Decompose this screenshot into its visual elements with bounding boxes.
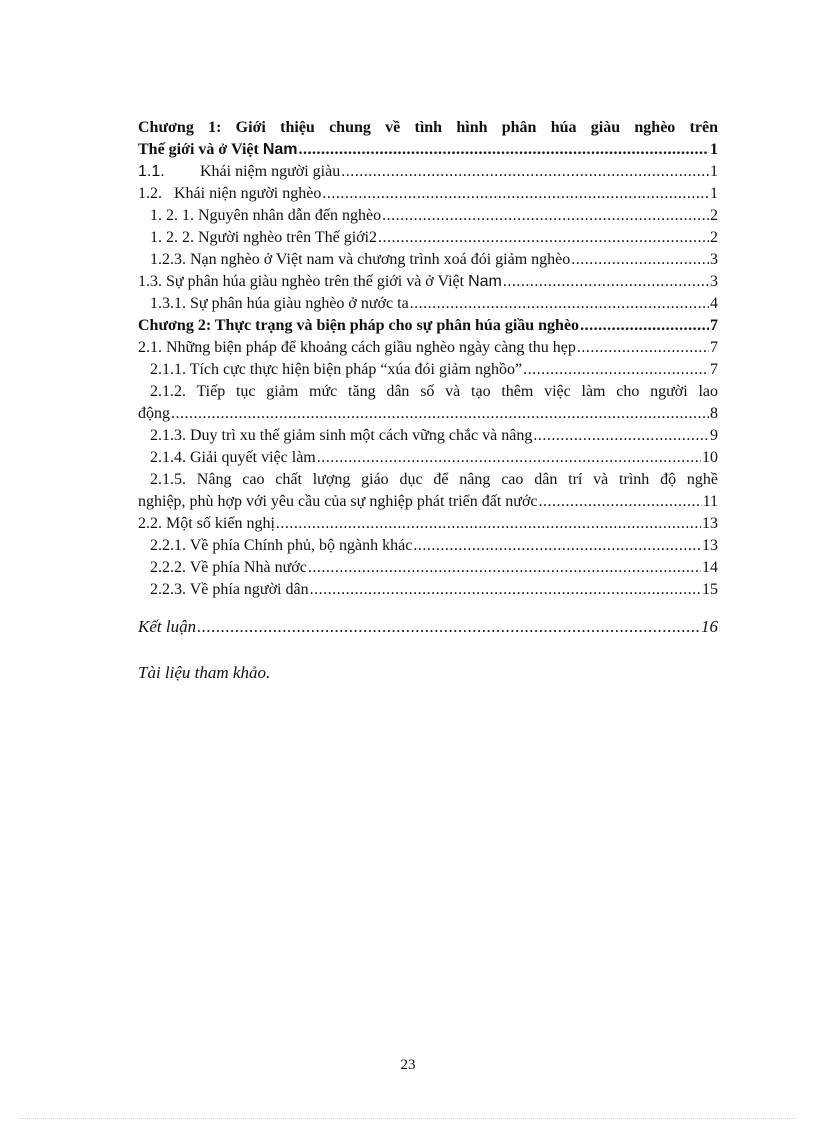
toc-entry-1-1 xyxy=(138,161,718,183)
toc-entry-1-2-2 xyxy=(138,227,718,249)
toc-entry-1-3-1 xyxy=(138,293,718,315)
toc-page-number: 4 xyxy=(710,295,718,312)
toc-entry-text: 1. 2. 2. Người nghèo trên Thế giới2 xyxy=(150,229,378,246)
toc-page-number: 13 xyxy=(702,515,718,532)
toc-entry-chapter-2 xyxy=(138,315,718,337)
leader-dots xyxy=(539,491,702,513)
toc-entry-text: Khái niệm người giàu xyxy=(200,163,341,180)
page-border-dotted xyxy=(20,1118,796,1119)
toc-entry-text: 2.2.1. Về phía Chính phủ, bộ ngành khác xyxy=(150,537,413,554)
toc-page-number: 1 xyxy=(710,141,718,158)
leader-dots xyxy=(197,615,700,639)
toc-entry-1-3 xyxy=(138,271,718,293)
toc-entry-chapter-1 xyxy=(138,117,718,161)
toc-page-number: 14 xyxy=(702,559,718,576)
leader-dots xyxy=(322,183,709,205)
toc-entry-text: Chương 2: Thực trạng và biện pháp cho sự phân húa giầu nghèo xyxy=(138,317,580,334)
toc-entry-text: nghiệp, phù hợp với yêu cầu của sự nghiệp phát triển đất nước xyxy=(138,493,538,510)
toc-page-number: 1 xyxy=(710,163,718,180)
toc-entry-text: 1.3.1. Sự phân húa giàu nghèo ở nước ta xyxy=(150,295,409,312)
toc-page-number: 11 xyxy=(702,493,718,510)
leader-dots xyxy=(580,315,709,337)
toc-entry-text: 2.1. Những biện pháp để khoảng cách giầu nghèo ngày càng thu hẹp xyxy=(138,339,576,356)
leader-dots xyxy=(571,249,709,271)
table-of-contents xyxy=(138,117,718,685)
leader-dots xyxy=(503,271,709,293)
toc-entry-text: 1.2.3. Nạn nghèo ở Việt nam và chương trình xoá đói giảm nghèo xyxy=(150,251,571,268)
toc-entry-text: 2.1.4. Giải quyết việc làm xyxy=(150,449,316,466)
toc-page-number: 7 xyxy=(710,317,718,334)
toc-entry-1-2 xyxy=(138,183,718,205)
toc-entry-text: 1.3. Sự phân húa giàu nghèo trên thế giới và ở Việt xyxy=(138,273,469,290)
toc-entry-text: 2.2.2. Về phía Nhà nước xyxy=(150,559,307,576)
toc-page-number: 9 xyxy=(710,427,718,444)
toc-entry-text: 2.2.3. Về phía người dân xyxy=(150,581,309,598)
leader-dots xyxy=(341,161,709,183)
toc-entry-2-1 xyxy=(138,337,718,359)
leader-dots xyxy=(299,139,709,161)
page-number: 23 xyxy=(400,1057,416,1073)
toc-entry-conclusion xyxy=(138,615,718,639)
toc-entry-text: Kết luận xyxy=(138,617,197,636)
toc-entry-text: 2.1.1. Tích cực thực hiện biện pháp “xúa đói giảm nghồo” xyxy=(150,361,523,378)
leader-dots xyxy=(276,513,701,535)
leader-dots xyxy=(171,403,709,425)
toc-entry-references: Tài liệu tham khảo. xyxy=(138,663,271,682)
toc-entry-text-line1: Chương 1: Giới thiệu chung về tình hình phân húa giàu nghèo trên xyxy=(138,119,718,136)
toc-entry-2-1-5 xyxy=(138,469,718,513)
toc-page-number: 10 xyxy=(702,449,718,466)
toc-entry-2-2-3 xyxy=(138,579,718,601)
leader-dots xyxy=(310,579,701,601)
toc-entry-text: 2.1.3. Duy trì xu thế giảm sinh một cách vững chắc và nâng xyxy=(150,427,533,444)
toc-page-number: 7 xyxy=(710,339,718,356)
leader-dots xyxy=(533,425,709,447)
toc-entry-2-2-2 xyxy=(138,557,718,579)
toc-entry-text: 1.2. Khái niện người nghèo xyxy=(138,185,322,202)
leader-dots xyxy=(317,447,701,469)
toc-entry-2-1-3 xyxy=(138,425,718,447)
leader-dots xyxy=(308,557,701,579)
toc-entry-2-2 xyxy=(138,513,718,535)
toc-entry-text: Thế giới và ở Việt xyxy=(138,141,263,158)
toc-entry-2-1-4 xyxy=(138,447,718,469)
toc-page-number: 15 xyxy=(702,581,718,598)
toc-entry-text: động xyxy=(138,405,170,422)
toc-page-number: 2 xyxy=(710,229,718,246)
toc-entry-text: 1. 2. 1. Nguyên nhân dẫn đến nghèo xyxy=(150,207,382,224)
leader-dots xyxy=(410,293,709,315)
toc-entry-text-line1: 2.1.2. Tiếp tục giảm mức tăng dân số và tạo thêm việc làm cho người lao xyxy=(150,383,718,400)
toc-page-number: 1 xyxy=(710,185,718,202)
toc-entry-2-2-1 xyxy=(138,535,718,557)
toc-entry-1-2-3 xyxy=(138,249,718,271)
toc-entry-number: 1.1. xyxy=(138,163,165,180)
toc-page-number: 7 xyxy=(710,361,718,378)
toc-page-number: 3 xyxy=(710,273,718,290)
toc-page-number: 13 xyxy=(702,537,718,554)
toc-entry-text: 2.2. Một số kiến nghị xyxy=(138,515,275,532)
toc-entry-2-1-1 xyxy=(138,359,718,381)
toc-page-number: 8 xyxy=(710,405,718,422)
toc-entry-1-2-1 xyxy=(138,205,718,227)
toc-page-number: 16 xyxy=(701,617,718,636)
toc-entry-text-line1: 2.1.5. Nâng cao chất lượng giáo dục để nâng cao dân trí và trình độ nghề xyxy=(150,471,718,488)
leader-dots xyxy=(413,535,701,557)
leader-dots xyxy=(523,359,709,381)
leader-dots xyxy=(378,227,709,249)
leader-dots xyxy=(577,337,709,359)
toc-entry-2-1-2 xyxy=(138,381,718,425)
toc-page-number: 3 xyxy=(710,251,718,268)
toc-entry-text-sans: Nam xyxy=(262,141,298,158)
toc-page-number: 2 xyxy=(710,207,718,224)
leader-dots xyxy=(382,205,709,227)
toc-entry-text-sans: Nam xyxy=(468,273,502,290)
